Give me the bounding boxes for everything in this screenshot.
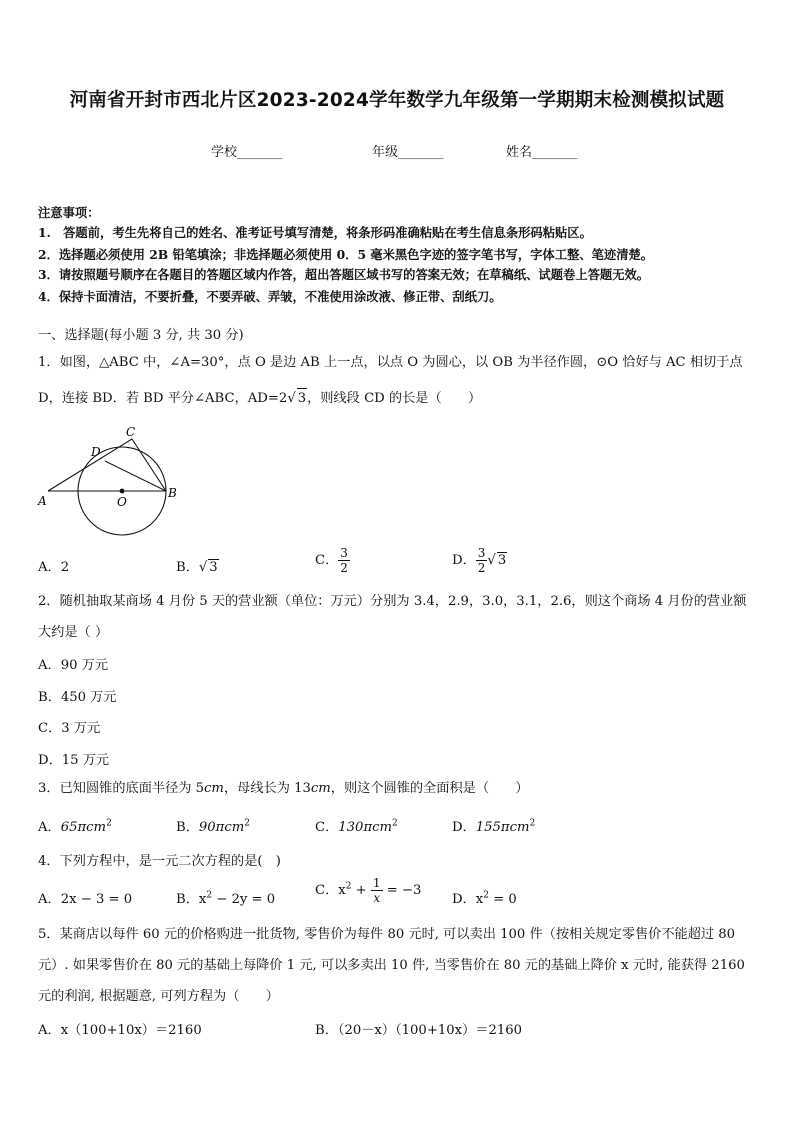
q1-option-a: A．2 <box>38 560 70 575</box>
school-field: 学校_______ <box>211 145 283 160</box>
q1-geometry-figure <box>34 425 184 560</box>
notice-item-2: 2．选择题必须使用 2B 铅笔填涂；非选择题必须使用 0．5 毫米黑色字迹的签字笔书写，字体工整、笔迹清楚。 <box>38 247 654 262</box>
q4-option-c-fraction: $\frac{1}{x}$ <box>372 876 381 905</box>
notice-heading: 注意事项： <box>38 205 100 220</box>
page-title: 河南省开封市西北片区2023-2024学年数学九年级第一学期期末检测模拟试题 <box>69 90 725 111</box>
label-d: D <box>91 445 101 459</box>
q4-text: 4．下列方程中，是一元二次方程的是( ) <box>38 854 281 869</box>
q2-option-d: D．15 万元 <box>38 753 110 768</box>
q3-option-b: B．90πcm$^2$ <box>176 818 250 835</box>
q1-option-d-fraction: $\frac{3}{2}$ <box>477 546 486 575</box>
q1-text-line2: D，连接 BD．若 BD 平分∠ABC，AD=2√ 3，则线段 CD 的长是（ ） <box>38 388 481 409</box>
notice-item-3: 3．请按照题号顺序在各题目的答题区域内作答，超出答题区域书写的答案无效；在草稿纸、试题卷上答题无效。 <box>38 267 650 282</box>
q4-option-c: C．$x^2$ + $\frac{1}{x}$ = −3 <box>315 876 422 905</box>
q4-option-d: D．$x^2 = 0$ <box>452 890 517 907</box>
center-point-o <box>120 489 125 494</box>
q4-option-a: A．2x − 3 = 0 <box>38 892 133 907</box>
q5-option-b: B．（20－x）（100+10x）＝2160 <box>315 1023 523 1038</box>
q2-option-c: C．3 万元 <box>38 721 101 736</box>
q2-text-line1: 2．随机抽取某商场 4 月份 5 天的营业额（单位：万元）分别为 3.4，2.9，3.0，3.1，2.6，则这个商场 4 月份的营业额 <box>38 594 747 609</box>
notice-item-1: 1. 答题前，考生先将自己的姓名、准考证号填写清楚，将条形码准确粘贴在考生信息条形码粘贴区。 <box>38 225 592 240</box>
q3-option-c: C．130πcm$^2$ <box>315 818 398 835</box>
q5-option-a: A．x（100+10x）＝2160 <box>38 1023 202 1038</box>
label-o: O <box>117 495 127 509</box>
q2-text-line2: 大约是（ ） <box>38 625 109 640</box>
name-field: 姓名_______ <box>506 145 578 160</box>
q5-text-line1: 5．某商店以每件 60 元的价格购进一批货物, 零售价为每件 80 元时, 可以卖出 100 件（按相关规定零售价不能超过 80 <box>38 927 736 942</box>
q3-option-a: A．65πcm$^2$ <box>38 818 112 835</box>
label-b: B <box>168 486 177 500</box>
q4-option-b: B．$x^2 - 2y = 0$ <box>176 890 276 907</box>
notice-item-4: 4．保持卡面清洁，不要折叠，不要弄破、弄皱，不准使用涂改液、修正带、刮纸刀。 <box>38 289 502 304</box>
q5-text-line2: 元）. 如果零售价在 80 元的基础上每降价 1 元, 可以多卖出 10 件, 当零售价在 80 元的基础上降价 x 元时, 能获得 2160 <box>38 958 745 973</box>
q3-text: 3．已知圆锥的底面半径为 5cm，母线长为 13cm，则这个圆锥的全面积是（ ） <box>38 781 529 796</box>
q1-option-c: C． $\frac{3}{2}$ <box>315 546 348 575</box>
grade-field: 年级_______ <box>372 145 444 160</box>
q1-option-d: D． $\frac{3}{2}$ √ 3 <box>452 546 507 575</box>
q2-option-a: A．90 万元 <box>38 658 109 673</box>
q5-text-line3: 元的利润, 根据题意, 可列方程为（ ） <box>38 989 279 1004</box>
q1-option-b: B．√ 3 <box>176 560 218 575</box>
q1-radicand: 3 <box>297 388 307 409</box>
segment-ac <box>48 439 132 491</box>
q1-option-c-fraction: $\frac{3}{2}$ <box>340 546 348 575</box>
q2-option-b: B．450 万元 <box>38 690 117 705</box>
section-heading: 一、选择题(每小题 3 分, 共 30 分) <box>38 328 244 343</box>
q1-text-line1: 1．如图，△ABC 中，∠A=30°，点 O 是边 AB 上一点，以点 O 为圆心，以 OB 为半径作圆，⊙O 恰好与 AC 相切于点 <box>38 355 743 370</box>
label-c: C <box>126 425 136 439</box>
label-a: A <box>38 494 47 508</box>
segment-bd <box>105 461 166 491</box>
q3-option-d: D．155πcm$^2$ <box>452 818 536 835</box>
